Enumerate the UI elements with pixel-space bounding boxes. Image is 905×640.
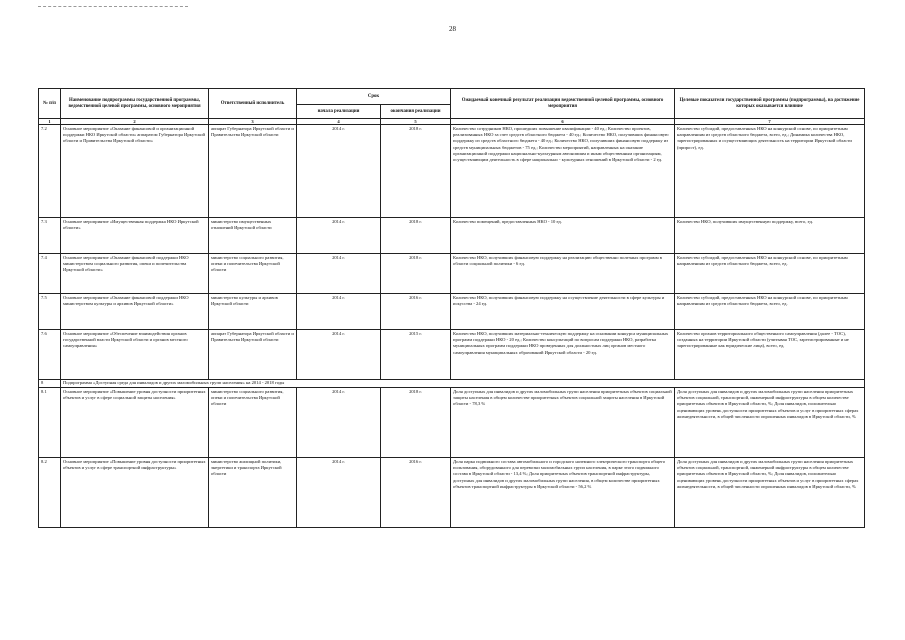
row-indicators: Количество органов территориального общественного самоуправления (далее - ТОС), созданных на территории Иркутской области (учитывая ТОС, зарегистрированные и не зарегистрированные как юридические лица), всего, ед. — [675, 330, 865, 380]
table-row — [39, 218, 865, 254]
header-start: начала реализации — [297, 105, 381, 119]
row-executor: аппарат Губернатора Иркутской области и Правительства Иркутской области — [209, 330, 297, 380]
row-indicators: Количество субсидий, предоставленных НКО на конкурсной основе, по приоритетным направлениям из средств областного бюджета, всего, ед. — [675, 254, 865, 294]
col-number: 7 — [675, 119, 865, 125]
col-number: 4 — [297, 119, 381, 125]
header-indicators: Целевые показатели государственной программы (подпрограммы), на достижение которых оказывается влияние — [675, 89, 865, 119]
header-result: Ожидаемый конечный результат реализации ведомственной целевой программы, основного мероприятия — [451, 89, 675, 119]
row-end: 2018 г. — [381, 254, 451, 294]
header-end: окончания реализации — [381, 105, 451, 119]
row-indicators: Количество субсидий, предоставленных НКО на конкурсной основе, по приоритетным направлениям из средств областного бюджета, всего, ед. — [675, 294, 865, 330]
header-term: Срок — [297, 89, 451, 105]
row-indicators: Количество НКО, получивших имущественную поддержку, всего, ед. — [675, 218, 865, 254]
row-end: 2018 г. — [381, 218, 451, 254]
header-rule — [38, 6, 188, 7]
col-number: 5 — [381, 119, 451, 125]
row-result: Доля доступных для инвалидов и других маломобильных групп населения приоритетных объектов социальной защиты населения в общем количестве приоритетных объектов социальной защиты населения в Иркутской области - 78,3 % — [451, 388, 675, 458]
row-start: 2014 г. — [297, 388, 381, 458]
row-indicators: Количество субсидий, предоставленных НКО на конкурсной основе, по приоритетным направлениям из средств областного бюджета, всего, ед.; Динамика количества НКО, зарегистрированных и осуществляющих деятельность на территории Иркутской области (прирост), ед. — [675, 125, 865, 218]
row-start: 2014 г. — [297, 458, 381, 528]
col-number: 6 — [451, 119, 675, 125]
page-number: 28 — [449, 25, 456, 33]
table-row — [39, 458, 865, 528]
row-executor: министерство имущественных отношений Иркутской области — [209, 218, 297, 254]
row-executor: аппарат Губернатора Иркутской области и Правительства Иркутской области — [209, 125, 297, 218]
table-row — [39, 254, 865, 294]
row-name: Основное мероприятие «Оказание финансовой и организационной поддержки НКО Иркутской области» аппаратом Губернатора Иркутской области и Правительства Иркутской области» — [61, 125, 209, 218]
row-result: Количество НКО, получивших материально-техническую поддержку на основании конкурса муниципальных программ поддержки НКО - 20 ед.; Количество консультаций по вопросам поддержки НКО, разработка муниципальных программ поддержки НКО проведенных для должностных лиц органов местного самоуправления муниципальных образований Иркутской области - 20 ед. — [451, 330, 675, 380]
row-start: 2014 г. — [297, 254, 381, 294]
col-number: 3 — [209, 119, 297, 125]
section-title: Подпрограмма «Доступная среда для инвалидов и других маломобильных групп населения» на 2014 - 2018 годы — [61, 380, 865, 388]
row-end: 2016 г. — [381, 294, 451, 330]
col-number: 1 — [39, 119, 61, 125]
col-number: 2 — [61, 119, 209, 125]
section-row — [39, 380, 865, 388]
row-name: Основное мероприятие «Оказание финансовой поддержки НКО министерством культуры и архивов Иркутской области» — [61, 294, 209, 330]
table-row — [39, 330, 865, 380]
row-executor: министерство социального развития, опеки и попечительства Иркутской области — [209, 254, 297, 294]
row-start: 2014 г. — [297, 125, 381, 218]
row-indicators: Доля доступных для инвалидов и других маломобильных групп населения приоритетных объектов социальной, транспортной, инженерной инфраструктуры в общем количестве приоритетных объектов в Иркутской области, %; Доля инвалидов, положительно оценивающих уровень доступности приоритетных объектов и услуг в приоритетных сферах жизнедеятельности, в общей численности опрошенных инвалидов в Иркутской области, % — [675, 458, 865, 528]
row-num: 7.4 — [39, 254, 61, 294]
row-executor: министерство жилищной политики, энергетики и транспорта Иркутской области — [209, 458, 297, 528]
row-end: 2018 г. — [381, 125, 451, 218]
row-end: 2016 г. — [381, 458, 451, 528]
row-num: 7.5 — [39, 294, 61, 330]
row-start: 2014 г. — [297, 330, 381, 380]
row-end: 2015 г. — [381, 330, 451, 380]
row-end: 2018 г. — [381, 388, 451, 458]
row-indicators: Доля доступных для инвалидов и других маломобильных групп населения приоритетных объектов социальной, транспортной, инженерной инфраструктуры в общем количестве приоритетных объектов в Иркутской области, %; Доля инвалидов, положительно оценивающих уровень доступности приоритетных объектов и услуг в приоритетных сферах жизнедеятельности, в общей численности опрошенных инвалидов в Иркутской области, % — [675, 388, 865, 458]
row-result: Количество НКО, получивших финансовую поддержку на реализацию общественно полезных программ в области социальной политики - 6 ед. — [451, 254, 675, 294]
table-row — [39, 125, 865, 218]
row-num: 8.1 — [39, 388, 61, 458]
row-num: 7.3 — [39, 218, 61, 254]
row-name: Основное мероприятие «Оказание финансовой поддержки НКО министерством социального развития, опеки и попечительства Иркутской области» — [61, 254, 209, 294]
program-table — [38, 88, 865, 528]
row-start: 2014 г. — [297, 218, 381, 254]
row-executor: министерство культуры и архивов Иркутской области — [209, 294, 297, 330]
row-num: 8.2 — [39, 458, 61, 528]
row-start: 2014 г. — [297, 294, 381, 330]
row-name: Основное мероприятие «Обеспечение взаимодействия органов государственной власти Иркутской области и органов местного самоуправления» — [61, 330, 209, 380]
section-num: 8 — [39, 380, 61, 388]
header-executor: Ответственный исполнитель — [209, 89, 297, 119]
row-result: Количество НКО, получивших финансовую поддержку на осуществление деятельности в сфере культуры и искусства - 24 ед. — [451, 294, 675, 330]
header-name: Наименование подпрограммы государственной программы, ведомственной целевой программы, основного мероприятия — [61, 89, 209, 119]
row-result: Доля парка подвижного состава автомобильного и городского наземного электрического транспорта общего пользования, оборудованного для перевозки маломобильных групп населения, в парке этого подвижного состава в Иркутской области - 13,4 %; Доля приоритетных объектов транспортной инфраструктуры, доступных для инвалидов и других маломобильных групп населения, в общем количестве приоритетных объектов транспортной инфраструктуры в Иркутской области - 56,2 % — [451, 458, 675, 528]
header-num: № п/п — [39, 89, 61, 119]
row-name: Основное мероприятие «Повышение уровня доступности приоритетных объектов и услуг в сфере социальной защиты населения» — [61, 388, 209, 458]
table-row — [39, 388, 865, 458]
table-row — [39, 294, 865, 330]
row-num: 7.2 — [39, 125, 61, 218]
row-name: Основное мероприятие «Повышение уровня доступности приоритетных объектов и услуг в сфере транспортной инфраструктуры» — [61, 458, 209, 528]
row-result: Количество сотрудников НКО, прошедших повышение квалификации - 40 ед.; Количество проектов, реализованных НКО за счет средств областного бюджета - 40 ед.; Количество НКО, получивших финансовую поддержку из средств областного бюджета - 40 ед.; Количество НКО, получивших финансовую поддержку из средств муниципальных бюджетов - 75 ед.; Количество мероприятий, направленных на оказание организационной поддержки национально-культурным автономиям и иным общественным организациям, осуществляющим деятельность в сфере национально - культурных отношений в Иркутской области - 2 ед. — [451, 125, 675, 218]
row-result: Количество помещений, предоставленных НКО - 10 ед. — [451, 218, 675, 254]
row-name: Основное мероприятие «Имущественная поддержка НКО Иркутской области» — [61, 218, 209, 254]
row-num: 7.6 — [39, 330, 61, 380]
row-executor: министерство социального развития, опеки и попечительства Иркутской области — [209, 388, 297, 458]
